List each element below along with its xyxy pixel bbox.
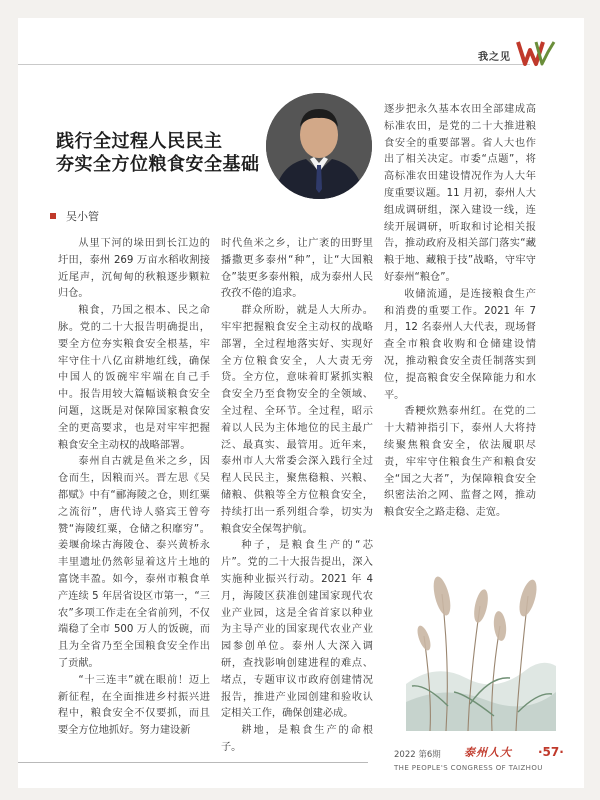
paragraph: 群众所盼，就是人大所办。牢牢把握粮食安全主动权的战略部署，全过程地落实好、实现好全方位粮食安全，人大责无旁贷。全方位，意味着盯紧抓实粮食安全乃至食物安全的全领域、全过程、全环节。全过程，昭示着以人民为主体地位的民主最广泛、最真实、最管用。近年来，泰州市人大常委会深入践行全过程人民民主，聚焦稳粮、兴粮、储粮、供粮等全方位粮食安全，持续打出一系列组合拳，切实为粮食安全保驾护航。 xyxy=(221,305,373,535)
paragraph: 从里下河的垛田到长江边的圩田，泰州 269 万亩水稻收割接近尾声，沉甸甸的秋粮逐步颗粒归仓。 xyxy=(58,238,210,300)
paragraph: 种子，是粮食生产的“芯片”。党的二十大报告提出，深入实施种业振兴行动。2021 年 4 月，海陵区获准创建国家现代农业产业园，这是全省首家以种业为主导产业的国家现代农业产业园参创单位。泰州人大深入调研，查找影响创建进程的难点、堵点，专题审议市政府创建情况报告，推进产业园创建和验收认定相关工作，确保创建必成。 xyxy=(221,540,373,720)
paragraph-continued: 逐步把永久基本农田全部建成高标准农田，是党的二十大推进粮食安全的重要部署。省人大也作出了相关决定。市委“点题”，将高标准农田建设情况作为人大年度重要议题。11 月初，泰州人大组成调研组，深入建设一线，连续开展调研，听取和讨论相关报告，推动政府及相关部门落实“藏粮于地、藏粮于技”战略，守牢守好泰州“粮仓”。 xyxy=(384,104,536,283)
paragraph: 耕地，是粮食生产的命根子。 xyxy=(221,725,373,753)
text-column-3 xyxy=(384,102,536,522)
page-number: ·57· xyxy=(538,745,564,759)
paragraph: 香粳炊熟泰州红。在党的二十大精神指引下，泰州人大将持续聚焦粮食安全，依法履职尽责，牢牢守住粮食生产和粮食安全“国之大者”，为保障粮食安全织密法治之网、监督之网，推动粮食安全之路走稳、走宽。 xyxy=(384,406,536,519)
paragraph: 泰州自古就是鱼米之乡，因仓而生，因粮而兴。晋左思《吴都赋》中有“郦海陵之仓，则红粟之流衍”，唐代诗人骆宾王曾夸赞“海陵红粟，仓储之积靡穷”。姜堰俞垛古海陵仓、泰兴黄桥永丰里遗址仍然彰显着这片土地的富饶丰盈。如今，泰州市粮食单产连续 5 年居省设区市第一，“三农”多项工作走在全省前列，不仅端稳了全市 500 万人的饭碗，而且为全省乃至全国粮食安全作出了贡献。 xyxy=(58,456,210,669)
section-label: 我之见 xyxy=(478,52,511,63)
paragraph: “十三连丰”就在眼前！迈上新征程，在全面推进乡村振兴进程中，粮食安全不仅要抓，而且要全方位地抓好。努力建设新 xyxy=(58,674,210,737)
byline-marker-icon xyxy=(50,213,56,219)
article-title xyxy=(56,130,276,176)
section-logo-icon xyxy=(516,38,556,68)
author-portrait xyxy=(266,93,372,199)
paragraph: 收储流通，是连接粮食生产和消费的重要工作。2021 年 7 月，12 名泰州人大代表，现场督查全市粮食收购和仓储建设情况，推动粮食安全责任制落实到位，提高粮食安全保障能力和水平。 xyxy=(384,288,536,401)
title-line: 践行全过程人民民主 xyxy=(56,131,223,152)
magazine-subtitle: THE PEOPLE'S CONGRESS OF TAIZHOU xyxy=(394,764,543,772)
footer-rule xyxy=(18,762,368,763)
reed-painting-illustration xyxy=(406,566,556,731)
author-name: 吴小管 xyxy=(66,210,99,223)
issue-label: 2022 第6期 xyxy=(394,750,441,760)
paragraph: 粮食，乃国之根本、民之命脉。党的二十大报告明确提出，要全方位夯实粮食安全根基，牢牢守住十八亿亩耕地红线，确保中国人的饭碗牢牢端在自己手中。报告用较大篇幅谈粮食安全问题，这既是对保障国家粮食安全的更高要求，也是对牢牢把握粮食安全主动权的战略部署。 xyxy=(58,305,210,451)
author-byline xyxy=(50,208,99,224)
magazine-page xyxy=(18,18,584,788)
header-rule xyxy=(18,64,530,65)
text-column-1 xyxy=(58,236,210,740)
text-column-2 xyxy=(221,236,373,757)
magazine-name: 泰州人大 xyxy=(464,746,512,759)
paragraph-continued: 时代鱼米之乡，让广袤的田野里播撒更多泰州“种”，让“大国粮仓”装更多泰州粮，成为泰州人民孜孜不倦的追求。 xyxy=(221,238,373,300)
title-line: 夯实全方位粮食安全基础 xyxy=(56,154,260,175)
